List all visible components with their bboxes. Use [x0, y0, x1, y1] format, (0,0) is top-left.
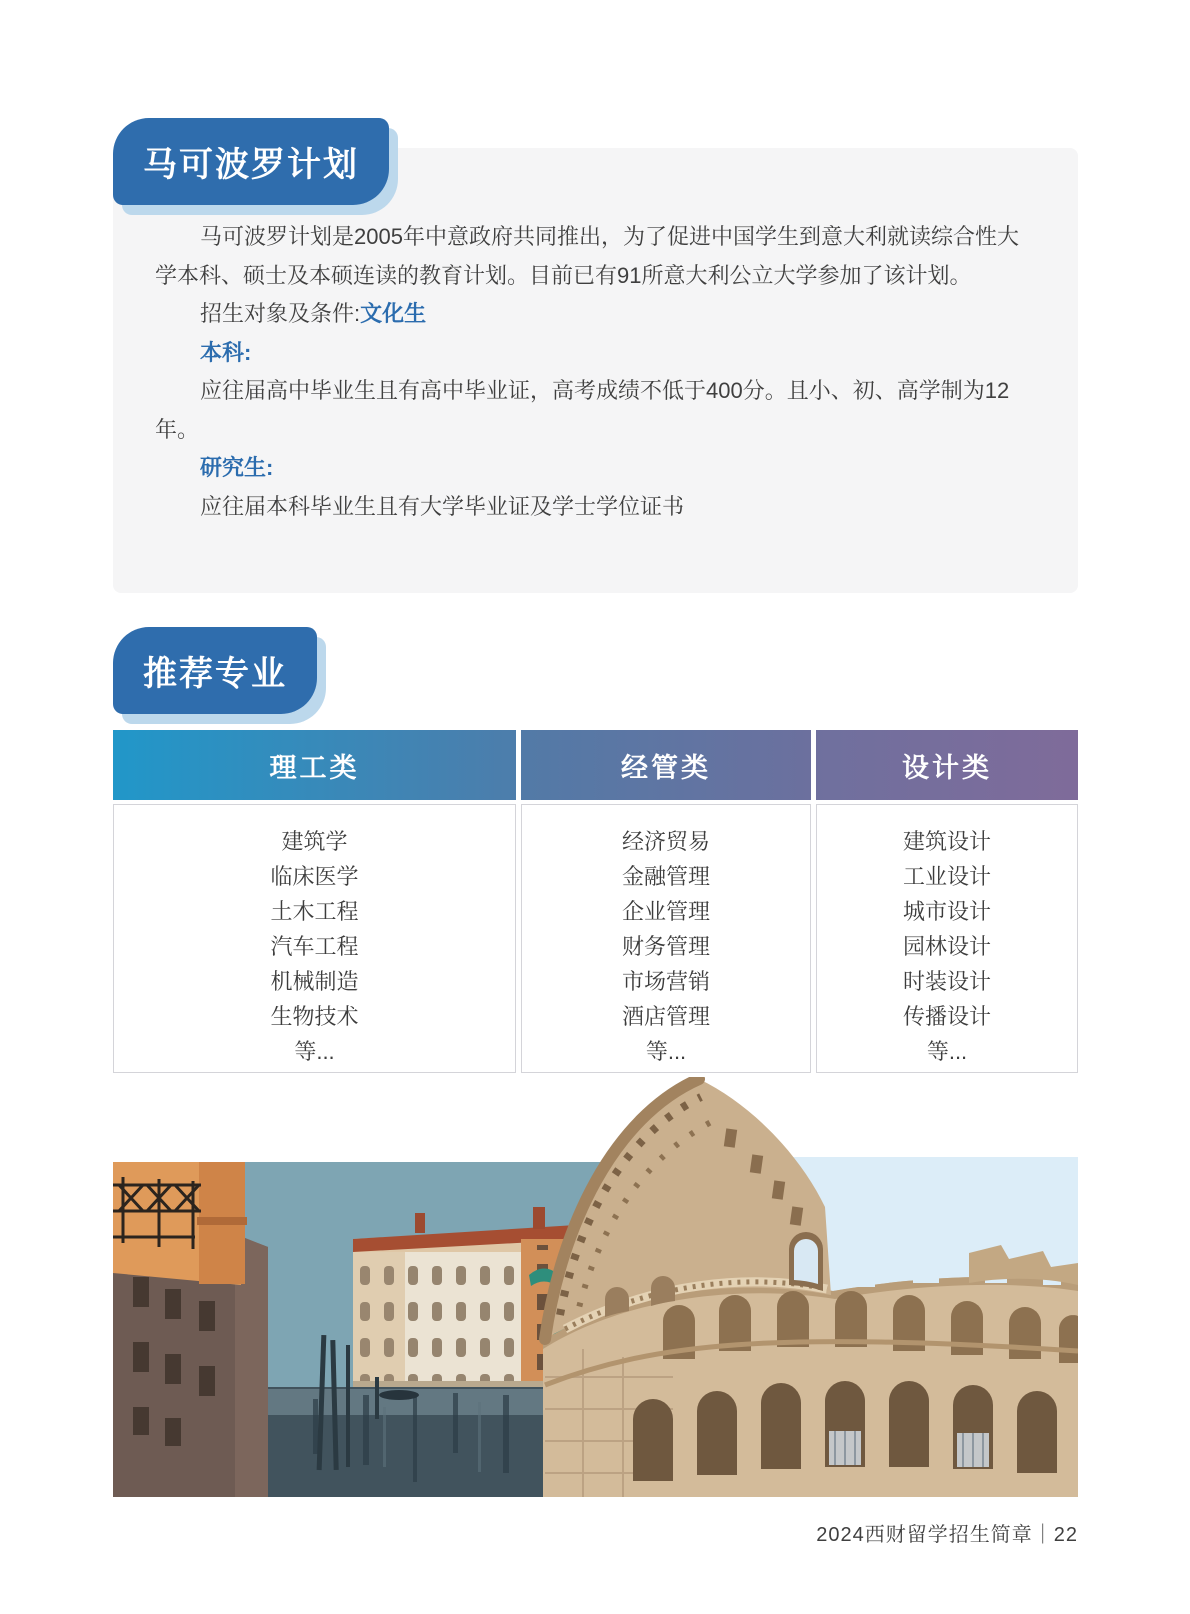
target-line: [155, 295, 1037, 334]
major-item: 市场营销: [621, 969, 710, 994]
major-item: 经济贸易: [621, 829, 710, 854]
column-header: 理工类: [113, 730, 516, 800]
major-item: 土木工程: [270, 899, 359, 924]
page-footer: 2024西财留学招生简章｜22: [816, 1524, 1078, 1546]
major-item: 临床医学: [270, 864, 359, 889]
major-item: 酒店管理: [621, 1004, 710, 1029]
column-body: [113, 804, 516, 1073]
major-item: 生物技术: [270, 1004, 359, 1029]
major-item: 金融管理: [621, 864, 710, 889]
major-item: 园林设计: [902, 934, 991, 959]
table-column: [816, 730, 1078, 1073]
italy-photo-illustration: [113, 1077, 1078, 1497]
marco-polo-badge: [113, 118, 389, 205]
column-header: 经管类: [521, 730, 811, 800]
column-body: [521, 804, 811, 1073]
bachelor-text: 应往届高中毕业生且有高中毕业证，高考成绩不低于400分。且小、初、高学制为12年。: [155, 378, 1010, 442]
major-item: 汽车工程: [270, 934, 359, 959]
major-item: 等...: [645, 1039, 687, 1064]
major-item: 城市设计: [902, 899, 991, 924]
target-label: 招生对象及条件:: [200, 301, 361, 326]
major-item: 机械制造: [270, 969, 359, 994]
major-item: 建筑学: [281, 829, 348, 854]
major-item: 财务管理: [621, 934, 710, 959]
major-item: 工业设计: [902, 864, 991, 889]
table-column: [521, 730, 811, 1073]
column-header: 设计类: [816, 730, 1078, 800]
master-text: 应往届本科毕业生且有大学毕业证及学士学位证书: [200, 493, 685, 519]
intro-paragraph: 马可波罗计划是2005年中意政府共同推出，为了促进中国学生到意大利就读综合性大学本科、硕士及本硕连读的教育计划。目前已有91所意大利公立大学参加了该计划。: [155, 224, 1019, 288]
major-item: 建筑设计: [902, 829, 991, 854]
italy-photo: [113, 1077, 1078, 1497]
target-value: 文化生: [360, 301, 427, 326]
master-label: 研究生:: [200, 455, 274, 480]
recommended-majors-badge-label: 推荐专业: [113, 627, 317, 714]
major-item: 传播设计: [902, 1004, 991, 1029]
majors-table: [113, 730, 1078, 1073]
marco-polo-badge-label: 马可波罗计划: [113, 118, 389, 205]
major-item: 企业管理: [621, 899, 710, 924]
bachelor-label: 本科:: [200, 339, 252, 365]
colosseum-illustration: [543, 1079, 1078, 1497]
recommended-majors-badge: [113, 627, 317, 714]
major-item: 时装设计: [902, 969, 991, 994]
table-column: [113, 730, 516, 1073]
major-item: 等...: [294, 1039, 335, 1064]
column-body: [816, 804, 1078, 1073]
marco-polo-text: [155, 218, 1037, 526]
major-item: 等...: [926, 1039, 968, 1064]
